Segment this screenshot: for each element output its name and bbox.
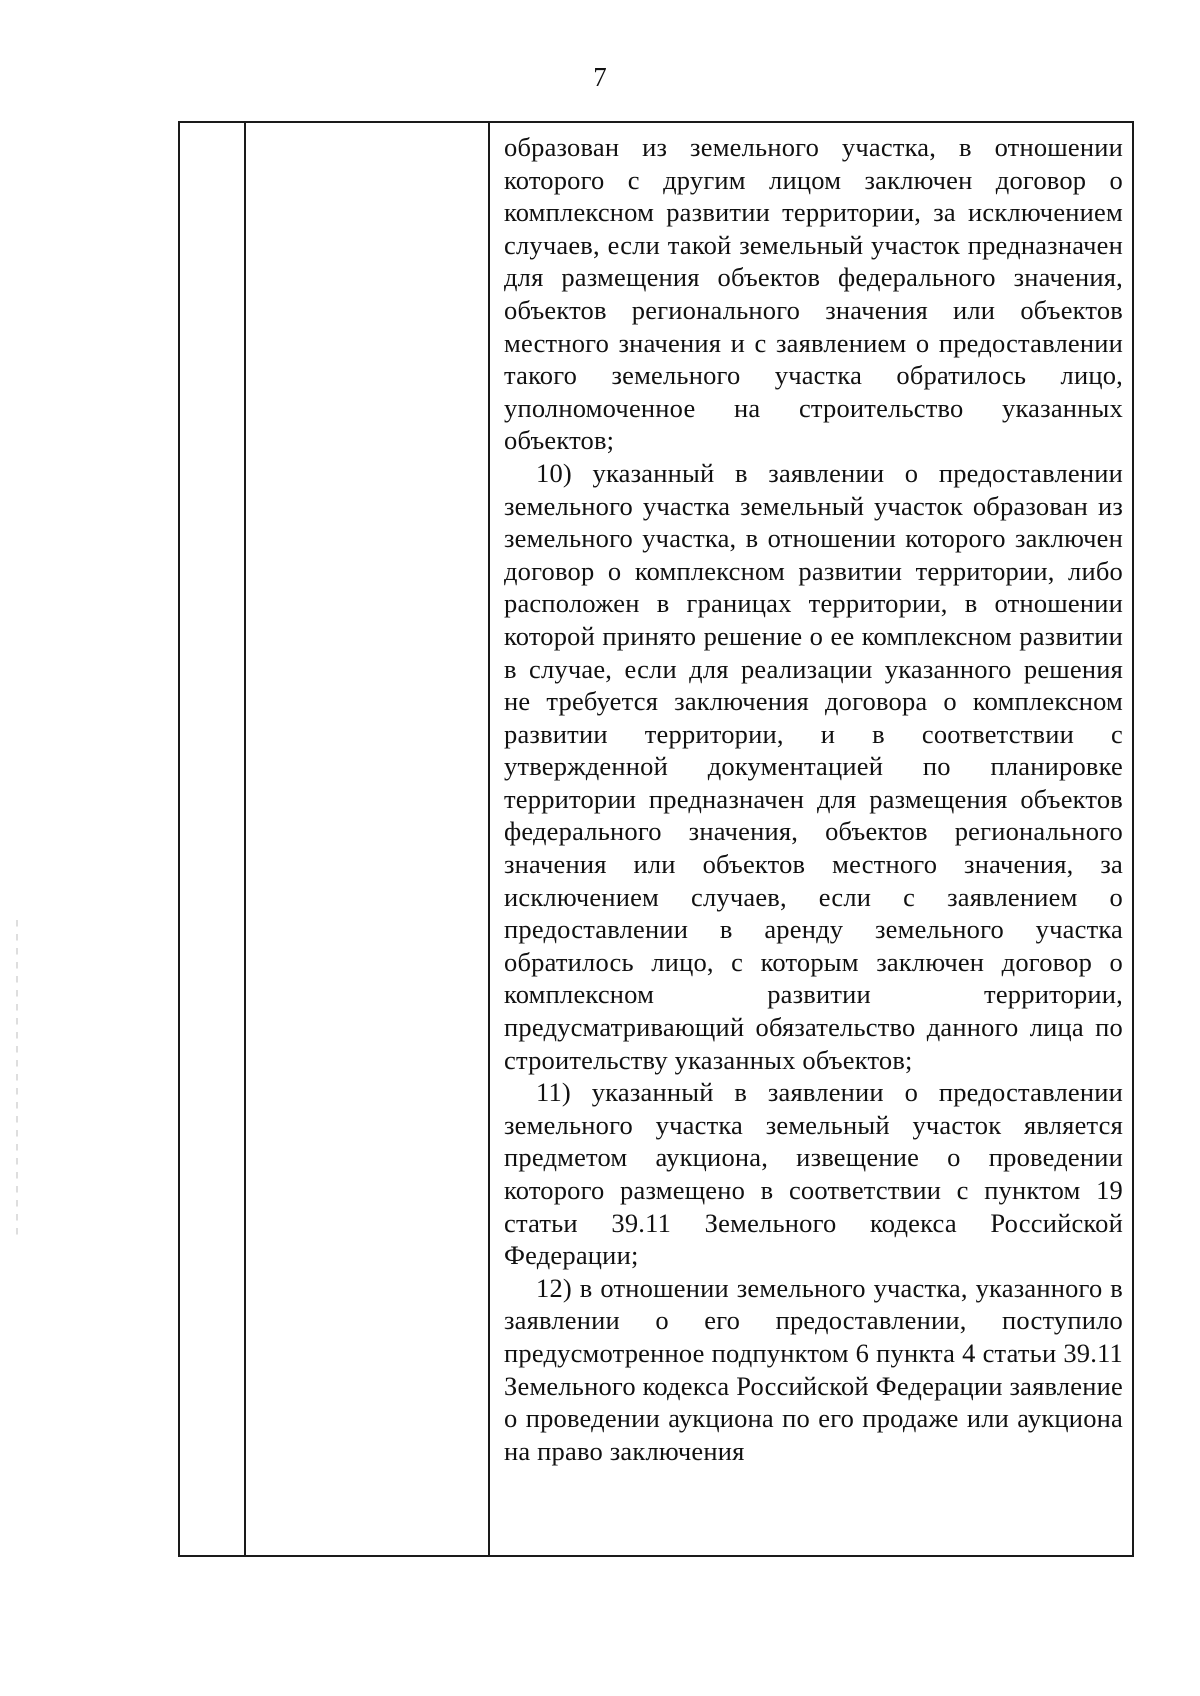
table-row <box>179 122 1133 1556</box>
table-cell-title <box>245 122 489 1556</box>
paragraph-item-12: 12) в отношении земельного участка, указанного в заявлении о его предоставлении, поступило предусмотренное подпунктом 6 пункта 4 статьи 39.11 Земельного кодекса Российской Федерации заявление о проведении аукциона по его продаже или аукциона на право заключения <box>504 1272 1123 1466</box>
scan-artifact <box>16 920 18 1240</box>
document-table <box>178 121 1134 1557</box>
paragraph-item-10: 10) указанный в заявлении о предоставлении земельного участка земельный участок образован из земельного участка, в отношении которого заключен договор о комплексном развитии территории, либо расположен в границах территории, в отношении которой принято решение о ее комплексном развитии в случае, если для реализации указанного решения не требуется заключения договора о комплексном развитии территории, и в соответствии с утвержденной документацией по планировке территории предназначен для размещения объектов федерального значения, объектов регионального значения или объектов местного значения, за исключением случаев, если с заявлением о предоставлении в аренду земельного участка обратилось лицо, с которым заключен договор о комплексном развитии территории, предусматривающий обязательство данного лица по строительству указанных объектов; <box>504 457 1123 1075</box>
paragraph-item-11: 11) указанный в заявлении о предоставлении земельного участка земельный участок является предметом аукциона, извещение о проведении которого размещено в соответствии с пунктом 19 статьи 39.11 Земельного кодекса Российской Федерации; <box>504 1077 1123 1271</box>
paragraph-continuation: образован из земельного участка, в отношении которого с другим лицом заключен договор о комплексном развитии территории, за исключением случаев, если такой земельный участок предназначен для размещения объектов федерального значения, объектов регионального значения или объектов местного значения и с заявлением о предоставлении такого земельного участка обратилось лицо, уполномоченное на строительство указанных объектов; <box>504 132 1123 456</box>
table-cell-number <box>179 122 245 1556</box>
page-number: 7 <box>593 62 607 92</box>
table-cell-content <box>489 122 1133 1556</box>
